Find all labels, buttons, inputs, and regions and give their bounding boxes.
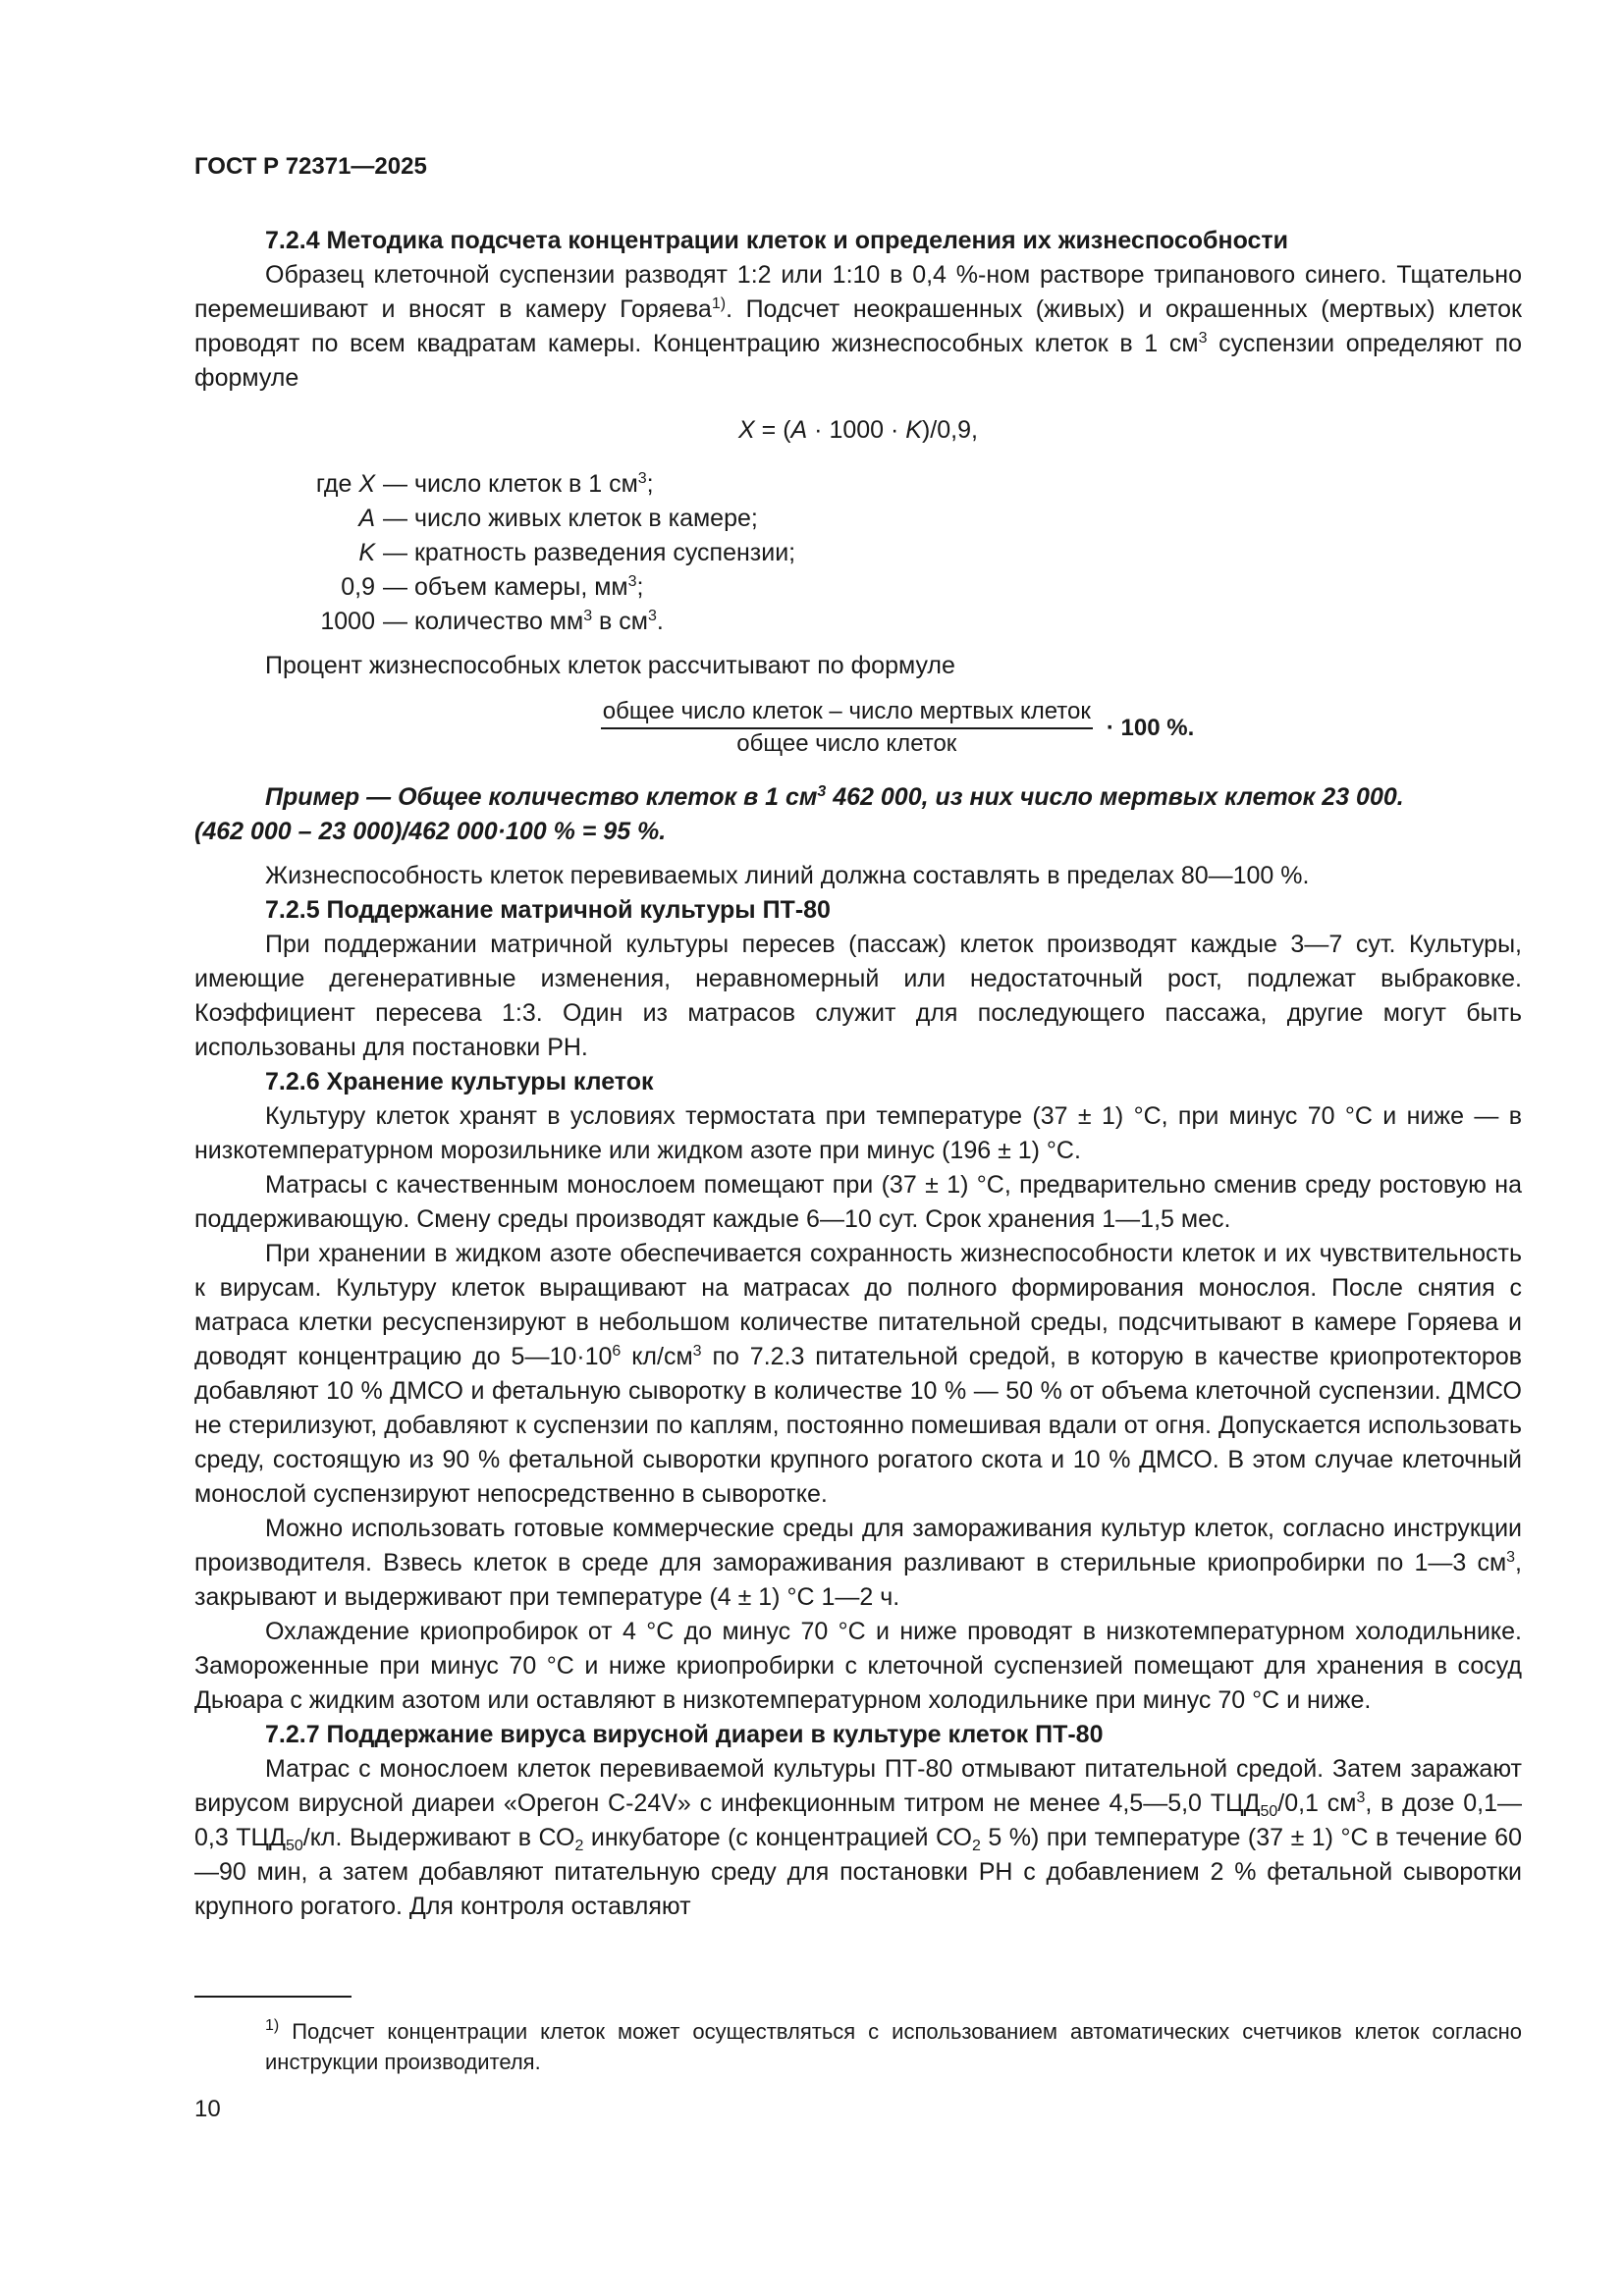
section-heading-7-2-4: 7.2.4 Методика подсчета концентрации клеток и определения их жизнеспособности <box>265 227 1289 254</box>
paragraph-7-2-4-intro: Образец клеточной суспензии разводят 1:2 или 1:10 в 0,4 %-ном растворе трипанового синего. Тщательно перемешивают и вносят в камеру Горяева$^{1)}$. Подсчет неокрашенных (живых) и окрашенных (мертвых) клеток проводят по всем квадратам камеры. Концентрацию жизнеспособных клеток в 1 $см^3$ суспензии определяют по формуле <box>194 261 1522 392</box>
paragraph-7-2-5: При поддержании матричной культуры пересев (пассаж) клеток производят каждые 3—7 сут. Культуры, имеющие дегенеративные изменения, неравномерный или недостаточный рост, подлежат выбраковке. Коэффициент пересева 1:3. Один из матрасов служит для последующего пассажа, другие могут быть использованы для постановки РН. <box>194 931 1522 1061</box>
section-heading-7-2-6: 7.2.6 Хранение культуры клеток <box>265 1068 654 1095</box>
legend-row-k: K — кратность разведения суспензии; <box>358 539 796 566</box>
formula-concentration: X = (A · 1000 · K)/0,9, <box>738 416 978 444</box>
fraction <box>601 697 1093 759</box>
footnote <box>194 2016 1522 2077</box>
footnote-text: Подсчет концентрации клеток может осуществляться с использованием автоматических счетчиков клеток согласно инструкции производителя. <box>265 2019 1522 2074</box>
paragraph-viability-norm: Жизнеспособность клеток перевиваемых линий должна составлять в пределах 80—100 %. <box>265 862 1310 889</box>
footnote-separator <box>194 1996 352 1998</box>
section-heading-7-2-7: 7.2.7 Поддержание вируса вирусной диареи в культуре клеток ПТ-80 <box>265 1721 1104 1748</box>
paragraph-7-2-6-e: Охлаждение криопробирок от 4 °С до минус 70 °С и ниже проводят в низкотемпературном холодильнике. Замороженные при минус 70 °С и ниже криопробирки с клеточной суспензией помещают для хранения в сосуд Дьюара с жидким азотом или оставляют в низкотемпературном холодильнике при минус 70 °С и ниже. <box>194 1618 1522 1714</box>
footnote-mark: 1) <box>265 2017 280 2034</box>
section-heading-7-2-5: 7.2.5 Поддержание матричной культуры ПТ-80 <box>265 896 831 924</box>
paragraph-7-2-6-c: При хранении в жидком азоте обеспечивается сохранность жизнеспособности клеток и их чувствительность к вирусам. Культуру клеток выращивают на матрасах до полного формирования монослоя. После снятия с матраса клетки ресуспензируют в небольшом количестве питательной среды, подсчитывают в камере Горяева и доводят концентрацию до $5—10\cdot 10^6$ $кл/см^3$ по 7.2.3 питательной средой, в которую в качестве криопротекторов добавляют 10 % ДМСО и фетальную сыворотку в количестве 10 % — 50 % от объема клеточной суспензии. ДМСО не стерилизуют, добавляют к суспензии по каплям, постоянно помешивая вдали от огня. Допускается использовать среду, состоящую из 90 % фетальной сыворотки крупного рогатого скота и 10 % ДМСО. В этом случае клеточный монослой суспензируют непосредственно в сыворотке. <box>194 1240 1523 1508</box>
example-note: Пример — Общее количество клеток в 1 $см^3$ 462 000, из них число мертвых клеток 23 000. <box>265 783 1404 811</box>
document-body <box>194 224 1522 1924</box>
fraction-denominator: общее число клеток <box>736 730 957 757</box>
fraction-multiplier: · 100 %. <box>1106 715 1195 741</box>
document-id-header: ГОСТ Р 72371—2025 <box>194 153 427 180</box>
legend-row-volume: 0,9 — объем камеры, $мм^3$; <box>341 573 644 601</box>
paragraph-7-2-6-d: Можно использовать готовые коммерческие среды для замораживания культур клеток, согласно инструкции производителя. Взвесь клеток в среде для замораживания разливают в стерильные криопробирки по 1—3 $см^3$, закрывают и выдерживают при температуре (4 ± 1) °С 1—2 ч. <box>194 1515 1522 1611</box>
paragraph-7-2-6-b: Матрасы с качественным монослоем помещают при (37 ± 1) °С, предварительно сменив среду ростовую на поддерживающую. Смену среды производят каждые 6—10 сут. Срок хранения 1—1,5 мес. <box>194 1171 1522 1233</box>
legend-row-a: A — число живых клеток в камере; <box>358 505 758 532</box>
formula-viability <box>273 697 1522 759</box>
paragraph-7-2-6-a: Культуру клеток хранят в условиях термостата при температуре (37 ± 1) °С, при минус 70 °С и ниже — в низкотемпературном морозильнике или жидком азоте при минус (196 ± 1) °С. <box>194 1102 1522 1164</box>
paragraph-viability-intro: Процент жизнеспособных клеток рассчитывают по формуле <box>265 652 955 679</box>
example-calculation: (462 000 – 23 000)/462 000·100 % = 95 %. <box>194 818 667 845</box>
formula-legend <box>194 467 1522 639</box>
legend-row-1000: 1000 — количество $мм^3$ в $см^3$. <box>320 608 664 635</box>
paragraph-7-2-7: Матрас с монослоем клеток перевиваемой культуры ПТ-80 отмывают питательной средой. Затем заражают вирусом вирусной диареи «Орегон С-24V» с инфекционным титром не менее 4,5—5,0 $ТЦД_{50}/0,1$ $см^3$, в дозе 0,1—0,3 $ТЦД_{50}/кл$. Выдерживают в $СО_2$ инкубаторе (с концентрацией $СО_2$ 5 %) при температуре (37 ± 1) °С в течение 60—90 мин, а затем добавляют питательную среду для постановки РН с добавлением 2 % фетальной сыворотки крупного рогатого. Для контроля оставляют <box>194 1755 1522 1920</box>
legend-row-x: где X — число клеток в 1 $см^3$; <box>315 470 654 498</box>
fraction-numerator: общее число клеток – число мертвых клеток <box>601 697 1093 729</box>
page-number: 10 <box>194 2096 221 2122</box>
footnote-ref[interactable]: 1) <box>711 295 727 312</box>
